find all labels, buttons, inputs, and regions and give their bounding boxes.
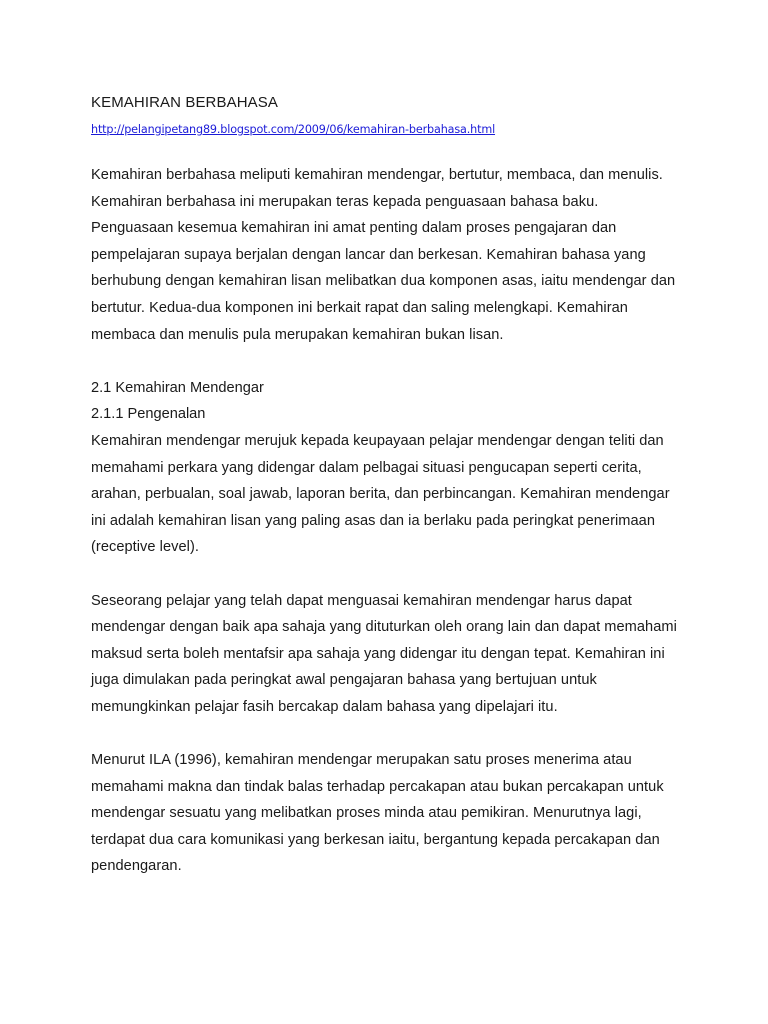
source-link[interactable]: http://pelangipetang89.blogspot.com/2009/06/kemahiran-berbahasa.html (91, 123, 496, 136)
body-paragraph: Seseorang pelajar yang telah dapat menguasai kemahiran mendengar harus dapat mendengar dengan baik apa sahaja yang dituturkan oleh orang lain dan dapat memahami maksud serta boleh mentafsir apa sahaja yang didengar itu dengan tepat. Kemahiran ini juga dimulakan pada peringkat awal pengajaran bahasa yang bertujuan untuk memungkinkan pelajar fasih bercakap dalam bahasa yang dipelajari itu. (91, 592, 677, 715)
subsection-heading: 2.1.1 Pengenalan (91, 406, 206, 423)
body-paragraph: Kemahiran mendengar merujuk kepada keupayaan pelajar mendengar dengan teliti dan memahami perkara yang didengar dalam pelbagai situasi pengucapan seperti cerita, arahan, perbualan, soal jawab, laporan berita, dan perbincangan. Kemahiran mendengar ini adalah kemahiran lisan yang paling asas dan ia berlaku pada peringkat penerimaan (receptive level). (91, 432, 670, 556)
body-paragraph: Menurut ILA (1996), kemahiran mendengar merupakan satu proses menerima atau memahami makna dan tindak balas terhadap percakapan atau bukan percakapan untuk mendengar sesuatu yang melibatkan proses minda atau pemikiran. Menurutnya lagi, terdapat dua cara komunikasi yang berkesan iaitu, bergantung kepada percakapan dan pendengaran. (91, 752, 664, 875)
intro-paragraph: Kemahiran berbahasa meliputi kemahiran mendengar, bertutur, membaca, dan menulis. Kemahiran berbahasa ini merupakan teras kepada penguasaan bahasa baku. Penguasaan kesemua kemahiran ini amat penting dalam proses pengajaran dan pempelajaran supaya berjalan dengan lancar dan berkesan. Kemahiran bahasa yang berhubung dengan kemahiran lisan melibatkan dua komponen asas, iaitu mendengar dan bertutur. Kedua-dua komponen ini berkait rapat dan saling melengkapi. Kemahiran membaca dan menulis pula merupakan kemahiran bukan lisan. (91, 167, 676, 343)
document-body (91, 92, 681, 880)
section-heading: 2.1 Kemahiran Mendengar (91, 379, 264, 396)
document-title: KEMAHIRAN BERBAHASA (91, 94, 278, 111)
